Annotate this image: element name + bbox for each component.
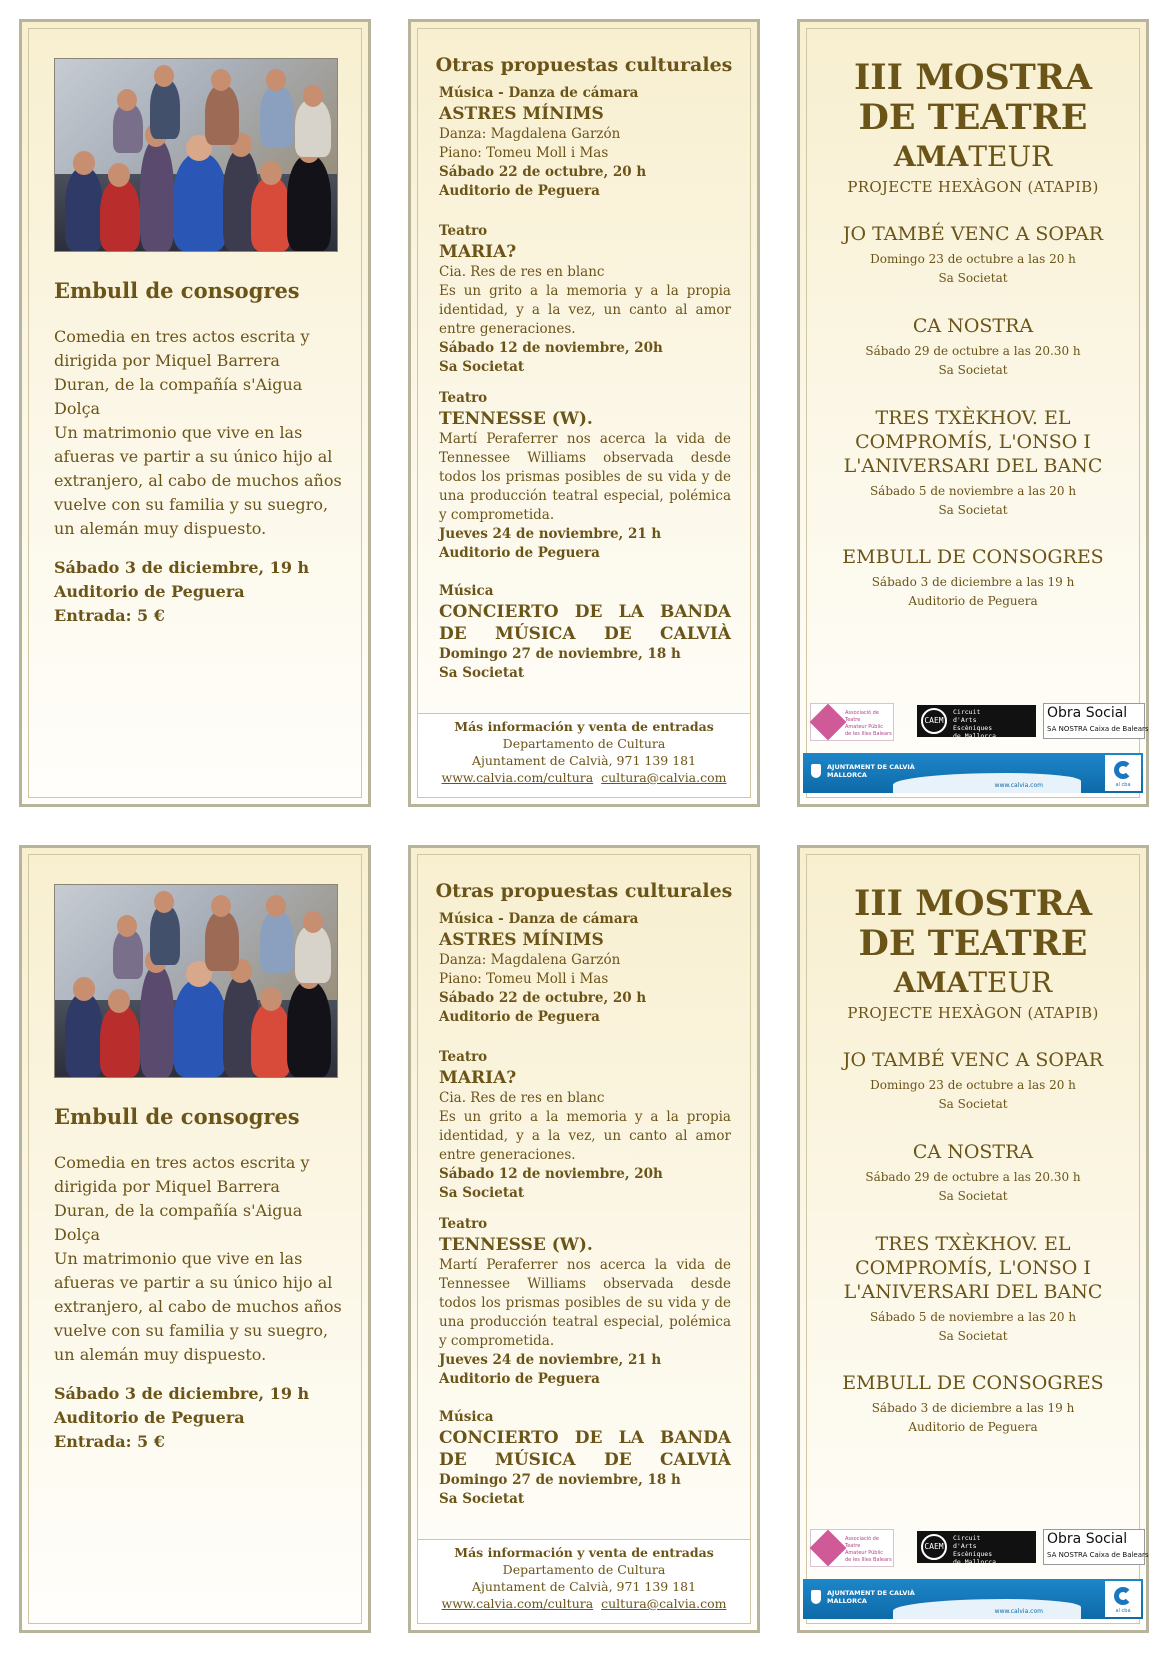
show-venue: Sa Societat [938, 1329, 1008, 1343]
event-category: Música [439, 583, 494, 599]
circuit-logo [917, 705, 1036, 740]
play-price: Entrada: 5 € [54, 606, 165, 625]
email-link[interactable]: cultura@calvia.com [601, 1596, 727, 1611]
mostra-title [800, 884, 1146, 964]
event-venue: Sa Societat [439, 1491, 525, 1507]
event-category: Teatro [439, 1049, 488, 1065]
play-description-line: Comedia en tres actos escrita y [54, 327, 310, 346]
event-title: ASTRES MÍNIMS [439, 930, 604, 950]
obra-social-text: Obra Social [1047, 1531, 1128, 1547]
show-name: CA NOSTRA [912, 315, 1034, 337]
obra-social-logo [1043, 1529, 1149, 1565]
mostra-project: PROJECTE HEXÀGON (ATAPIB) [847, 1004, 1099, 1022]
event-venue: Sa Societat [439, 359, 525, 375]
obra-social-logo [1043, 703, 1149, 739]
calvia-url: www.calvia.com [994, 782, 1043, 789]
atapib-logo [810, 703, 894, 741]
play-title: Embull de consogres [54, 1104, 300, 1129]
play-description-line: afueras ve partir a su único hijo al [54, 447, 333, 466]
play-description [54, 325, 344, 541]
ajuntament-text: AJUNTAMENT DE CALVIÀ MALLORCA [827, 1589, 915, 1605]
circuit-text: Circuit d'Arts Escèniques de Mallorca [953, 1534, 997, 1566]
web-link[interactable]: www.calvia.com/cultura [441, 1596, 594, 1611]
play-description-line: un alemán muy dispuesto. [54, 519, 267, 538]
star-icon [810, 704, 847, 741]
c-tag: al cba [1115, 782, 1131, 788]
info-links [418, 769, 750, 786]
web-link[interactable]: www.calvia.com/cultura [441, 770, 594, 785]
event-text: Cia. Res de res en blanc [439, 264, 605, 280]
show-name: L'ANIVERSARI DEL BANC [843, 1281, 1103, 1303]
show-item [810, 314, 1136, 380]
other-events-panel [408, 845, 760, 1633]
show-name: EMBULL DE CONSOGRES [842, 1372, 1104, 1394]
c-icon [1114, 1587, 1132, 1605]
play-info [54, 1382, 309, 1454]
event-item [439, 1048, 731, 1203]
play-description-line: extranjero, al cabo de muchos años [54, 471, 342, 490]
atapib-text: Associació de Teatre Amateur Públic de les Illes Balears [845, 710, 892, 737]
play-panel [19, 19, 371, 807]
other-events-panel [408, 19, 760, 807]
show-item [810, 545, 1136, 611]
show-item [810, 1048, 1136, 1114]
play-description-line: Duran, de la compañía s'Aigua [54, 1201, 303, 1220]
event-category: Teatro [439, 223, 488, 239]
play-panel [19, 845, 371, 1633]
circuit-mark: CAEM [921, 708, 947, 734]
play-description-line: afueras ve partir a su único hijo al [54, 1273, 333, 1292]
show-date: Sábado 29 de octubre a las 20.30 h [865, 344, 1081, 358]
play-description-line: Un matrimonio que vive en las [54, 423, 303, 442]
play-description-line: un alemán muy dispuesto. [54, 1345, 267, 1364]
play-description-line: dirigida por Miquel Barrera [54, 1177, 280, 1196]
event-title: MARIA? [439, 1068, 517, 1088]
event-date: Sábado 12 de noviembre, 20h [439, 340, 663, 356]
show-date: Sábado 3 de diciembre a las 19 h [871, 1401, 1075, 1415]
event-date: Domingo 27 de noviembre, 18 h [439, 646, 681, 662]
event-item [439, 1215, 731, 1389]
show-date: Sábado 3 de diciembre a las 19 h [871, 575, 1075, 589]
show-venue: Sa Societat [938, 1189, 1008, 1203]
info-department: Departamento de Cultura [502, 1562, 666, 1577]
event-title: MARIA? [439, 242, 517, 262]
circuit-text: Circuit d'Arts Escèniques de Mallorca [953, 708, 997, 740]
event-title: TENNESSE (W). [439, 1235, 593, 1255]
event-text: Cia. Res de res en blanc [439, 1090, 605, 1106]
calvia-c-logo [1105, 755, 1141, 791]
show-item [810, 222, 1136, 288]
info-footer [418, 1539, 750, 1623]
show-date: Sábado 5 de noviembre a las 20 h [869, 484, 1077, 498]
event-text: Es un grito a la memoria y a la propia identidad, y a la vez, un canto al amor entre generaciones. [439, 1109, 731, 1163]
amateur-rest: TEUR [968, 140, 1053, 173]
wave-shape [893, 1599, 1081, 1619]
play-title: Embull de consogres [54, 278, 300, 303]
show-date: Domingo 23 de octubre a las 20 h [870, 1078, 1076, 1092]
atapib-text: Associació de Teatre Amateur Públic de les Illes Balears [845, 1536, 892, 1563]
event-category: Música - Danza de cámara [439, 911, 639, 927]
play-description-line: extranjero, al cabo de muchos años [54, 1297, 342, 1316]
event-text: Es un grito a la memoria y a la propia identidad, y a la vez, un canto al amor entre generaciones. [439, 283, 731, 337]
circuit-mark: CAEM [921, 1534, 947, 1560]
show-venue: Auditorio de Peguera [908, 1420, 1038, 1434]
event-category: Música [439, 1409, 494, 1425]
play-venue: Auditorio de Peguera [54, 1408, 245, 1427]
event-text: Martí Peraferrer nos acerca la vida de Tennessee Williams observada desde todos los prismas posibles de su vida y de una producción teatral especial, polémica y comprometida. [439, 431, 731, 523]
sponsor-logos [810, 1529, 1149, 1567]
event-title: CONCIERTO DE LA BANDA [439, 1428, 731, 1448]
sa-nostra-text: SA NOSTRA Caixa de Balears [1047, 1551, 1149, 1559]
event-category: Teatro [439, 390, 488, 406]
play-description-line: Un matrimonio que vive en las [54, 1249, 303, 1268]
event-title: DE MÚSICA DE CALVIÀ [439, 624, 731, 644]
calvia-url: www.calvia.com [994, 1608, 1043, 1615]
play-description-line: Duran, de la compañía s'Aigua [54, 375, 303, 394]
play-date: Sábado 3 de diciembre, 19 h [54, 1384, 310, 1403]
event-venue: Sa Societat [439, 665, 525, 681]
email-link[interactable]: cultura@calvia.com [601, 770, 727, 785]
obra-social-text: Obra Social [1047, 705, 1128, 721]
mostra-amateur [800, 966, 1146, 999]
info-links [418, 1595, 750, 1612]
sponsor-logos [810, 703, 1149, 741]
play-venue: Auditorio de Peguera [54, 582, 245, 601]
show-name: TRES TXÈKHOV. EL [875, 407, 1071, 429]
mostra-panel [797, 19, 1149, 807]
info-contact: Ajuntament de Calvià, 971 139 181 [471, 753, 697, 768]
ajuntament-text: AJUNTAMENT DE CALVIÀ MALLORCA [827, 763, 915, 779]
show-item [810, 1140, 1136, 1206]
show-date: Sábado 29 de octubre a las 20.30 h [865, 1170, 1081, 1184]
show-venue: Sa Societat [938, 363, 1008, 377]
event-title: ASTRES MÍNIMS [439, 104, 604, 124]
group-photo [54, 884, 338, 1078]
info-contact: Ajuntament de Calvià, 971 139 181 [471, 1579, 697, 1594]
event-date: Domingo 27 de noviembre, 18 h [439, 1472, 681, 1488]
amateur-bold: AMA [893, 140, 969, 173]
event-text: Piano: Tomeu Moll i Mas [439, 971, 609, 987]
info-line: Más información y venta de entradas [454, 1545, 714, 1560]
event-title: DE MÚSICA DE CALVIÀ [439, 1450, 731, 1470]
shield-icon [811, 764, 821, 778]
event-date: Sábado 22 de octubre, 20 h [439, 990, 647, 1006]
show-name: COMPROMÍS, L'ONSO I [855, 1257, 1091, 1279]
show-venue: Sa Societat [938, 1097, 1008, 1111]
amateur-bold: AMA [893, 966, 969, 999]
star-icon [810, 1530, 847, 1567]
mostra-amateur [800, 140, 1146, 173]
event-title: TENNESSE (W). [439, 409, 593, 429]
mostra-title-line: DE TEATRE [858, 97, 1088, 138]
ajuntament-bar [803, 1579, 1143, 1619]
show-name: L'ANIVERSARI DEL BANC [843, 455, 1103, 477]
mostra-title-line: III MOSTRA [853, 883, 1093, 924]
event-category: Música - Danza de cámara [439, 85, 639, 101]
event-item [439, 582, 731, 683]
play-description-line: vuelve con su familia y su suegro, [54, 495, 329, 514]
info-footer [418, 713, 750, 797]
c-tag: al cba [1115, 1608, 1131, 1614]
shield-icon [811, 1590, 821, 1604]
circuit-logo [917, 1531, 1036, 1566]
event-venue: Auditorio de Peguera [439, 1009, 600, 1025]
show-item [810, 1232, 1136, 1346]
atapib-logo [810, 1529, 894, 1567]
event-venue: Sa Societat [439, 1185, 525, 1201]
sa-nostra-text: SA NOSTRA Caixa de Balears [1047, 725, 1149, 733]
play-description-line: dirigida por Miquel Barrera [54, 351, 280, 370]
show-name: JO TAMBÉ VENC A SOPAR [842, 223, 1104, 245]
mostra-panel [797, 845, 1149, 1633]
show-date: Domingo 23 de octubre a las 20 h [870, 252, 1076, 266]
ajuntament-bar [803, 753, 1143, 793]
wave-shape [893, 773, 1081, 793]
play-date: Sábado 3 de diciembre, 19 h [54, 558, 310, 577]
show-name: EMBULL DE CONSOGRES [842, 546, 1104, 568]
event-text: Danza: Magdalena Garzón [439, 952, 621, 968]
play-description-line: Comedia en tres actos escrita y [54, 1153, 310, 1172]
event-venue: Auditorio de Peguera [439, 1371, 600, 1387]
show-name: COMPROMÍS, L'ONSO I [855, 431, 1091, 453]
show-item [810, 406, 1136, 520]
event-venue: Auditorio de Peguera [439, 183, 600, 199]
event-date: Sábado 22 de octubre, 20 h [439, 164, 647, 180]
other-events-heading: Otras propuestas culturales [435, 880, 733, 902]
amateur-rest: TEUR [968, 966, 1053, 999]
show-name: CA NOSTRA [912, 1141, 1034, 1163]
event-date: Jueves 24 de noviembre, 21 h [439, 1352, 662, 1368]
event-text: Martí Peraferrer nos acerca la vida de Tennessee Williams observada desde todos los prismas posibles de su vida y de una producción teatral especial, polémica y comprometida. [439, 1257, 731, 1349]
event-item [439, 84, 731, 201]
event-venue: Auditorio de Peguera [439, 545, 600, 561]
play-description-line: Dolça [54, 1225, 101, 1244]
show-venue: Auditorio de Peguera [908, 594, 1038, 608]
event-text: Piano: Tomeu Moll i Mas [439, 145, 609, 161]
event-text: Danza: Magdalena Garzón [439, 126, 621, 142]
event-category: Teatro [439, 1216, 488, 1232]
show-venue: Sa Societat [938, 271, 1008, 285]
event-item [439, 389, 731, 563]
show-name: TRES TXÈKHOV. EL [875, 1233, 1071, 1255]
mostra-title [800, 58, 1146, 138]
show-name: JO TAMBÉ VENC A SOPAR [842, 1049, 1104, 1071]
play-price: Entrada: 5 € [54, 1432, 165, 1451]
mostra-project: PROJECTE HEXÀGON (ATAPIB) [847, 178, 1099, 196]
mostra-title-line: III MOSTRA [853, 57, 1093, 98]
event-date: Jueves 24 de noviembre, 21 h [439, 526, 662, 542]
event-date: Sábado 12 de noviembre, 20h [439, 1166, 663, 1182]
mostra-title-line: DE TEATRE [858, 923, 1088, 964]
c-icon [1114, 761, 1132, 779]
event-title: CONCIERTO DE LA BANDA [439, 602, 731, 622]
show-date: Sábado 5 de noviembre a las 20 h [869, 1310, 1077, 1324]
show-item [810, 1371, 1136, 1437]
event-item [439, 1408, 731, 1509]
play-info [54, 556, 309, 628]
info-line: Más información y venta de entradas [454, 719, 714, 734]
play-description [54, 1151, 344, 1367]
event-item [439, 222, 731, 377]
play-description-line: vuelve con su familia y su suegro, [54, 1321, 329, 1340]
calvia-c-logo [1105, 1581, 1141, 1617]
play-description-line: Dolça [54, 399, 101, 418]
show-venue: Sa Societat [938, 503, 1008, 517]
info-department: Departamento de Cultura [502, 736, 666, 751]
event-item [439, 910, 731, 1027]
group-photo [54, 58, 338, 252]
other-events-heading: Otras propuestas culturales [435, 54, 733, 76]
